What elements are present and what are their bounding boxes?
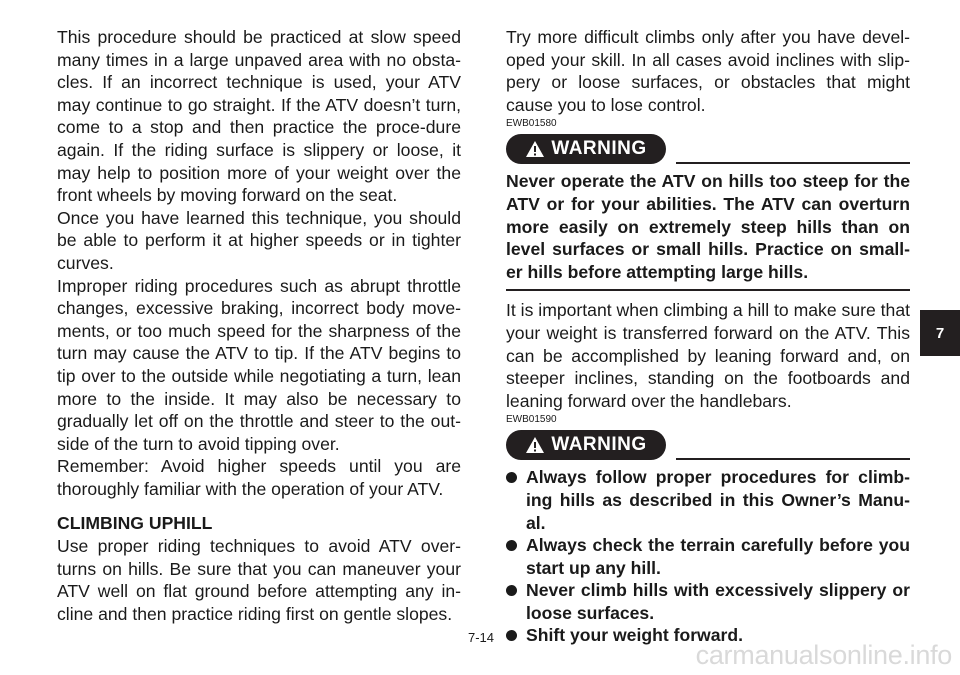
warning-header [506, 134, 910, 164]
list-item [506, 534, 910, 579]
body-paragraph: It is important when climbing a hill to make sure that your weight is transferred forward on the ATV. This can be accomplished by leaning forward and, on steeper inclines, standing on the footboards and leaning forward over the handlebars. [506, 300, 910, 411]
warning-triangle-icon [525, 436, 545, 454]
warning-label: WARNING [551, 138, 647, 160]
left-column [57, 26, 461, 625]
body-paragraph: Improper riding procedures such as abrupt throttle changes, excessive braking, incorrect body move-ments, or too much speed for the sharpness of the turn may cause the ATV to tip. If the ATV begins to tip over to the outside while negotiating a turn, lean more to the inside. It may also be necessary to gradually let off on the throttle and steer to the out-side of the turn to avoid tipping over. [57, 275, 461, 454]
list-item-text: Always check the terrain carefully before you start up any hill. [526, 535, 910, 578]
list-item-text: Shift your weight forward. [526, 625, 743, 646]
bullet-dot-icon [506, 472, 517, 483]
warning-triangle-icon [525, 140, 545, 158]
right-column [506, 26, 910, 647]
list-item-text: Never climb hills with excessively slippery or loose surfaces. [526, 580, 910, 623]
body-paragraph: Once you have learned this technique, you should be able to perform it at higher speeds or in tighter curves. [57, 207, 461, 273]
warning-badge [506, 430, 666, 460]
warning-divider [676, 458, 910, 460]
warning-divider [676, 162, 910, 164]
list-item [506, 466, 910, 534]
body-paragraph: Try more difficult climbs only after you have devel-oped your skill. In all cases avoid inclines with slip-pery or loose surfaces, or obstacles that might cause you to lose control. [506, 27, 910, 115]
warning-header [506, 430, 910, 460]
warning-badge [506, 134, 666, 164]
warning-label: WARNING [551, 434, 647, 456]
watermark: carmanualsonline.info [695, 640, 952, 670]
warning-code: EWB01590 [506, 414, 557, 426]
section-heading: CLIMBING UPHILL [57, 513, 213, 534]
warning-text: Never operate the ATV on hills too steep for the ATV or for your abilities. The ATV can overturn more easily on extremely steep hills than on level surfaces or small hills. Practice on small-er hills before attempting large hills. [506, 171, 910, 282]
chapter-tab: 7 [920, 310, 960, 356]
page-number: 7-14 [467, 630, 495, 645]
body-paragraph: Remember: Avoid higher speeds until you are thoroughly familiar with the operation of your ATV. [57, 456, 461, 499]
warning-code: EWB01580 [506, 118, 557, 130]
body-paragraph: Use proper riding techniques to avoid ATV over-turns on hills. Be sure that you can maneuver your ATV well on flat ground before attempting any in-cline and then practice riding first on gentle slopes. [57, 536, 461, 624]
bullet-dot-icon [506, 630, 517, 641]
body-paragraph: This procedure should be practiced at slow speed many times in a large unpaved area with no obsta-cles. If an incorrect technique is used, your ATV may continue to go straight. If the ATV doesn’t turn, come to a stop and then practice the proce-dure again. If the riding surface is slippery or loose, it may help to position more of your weight over the front wheels by moving forward on the seat. [57, 27, 461, 206]
warning-bullet-list [506, 466, 910, 647]
list-item-text: Always follow proper procedures for climb-ing hills as described in this Owner’s Manu-al. [526, 467, 910, 533]
warning-end-rule [506, 289, 910, 291]
bullet-dot-icon [506, 540, 517, 551]
bullet-dot-icon [506, 585, 517, 596]
list-item [506, 579, 910, 624]
